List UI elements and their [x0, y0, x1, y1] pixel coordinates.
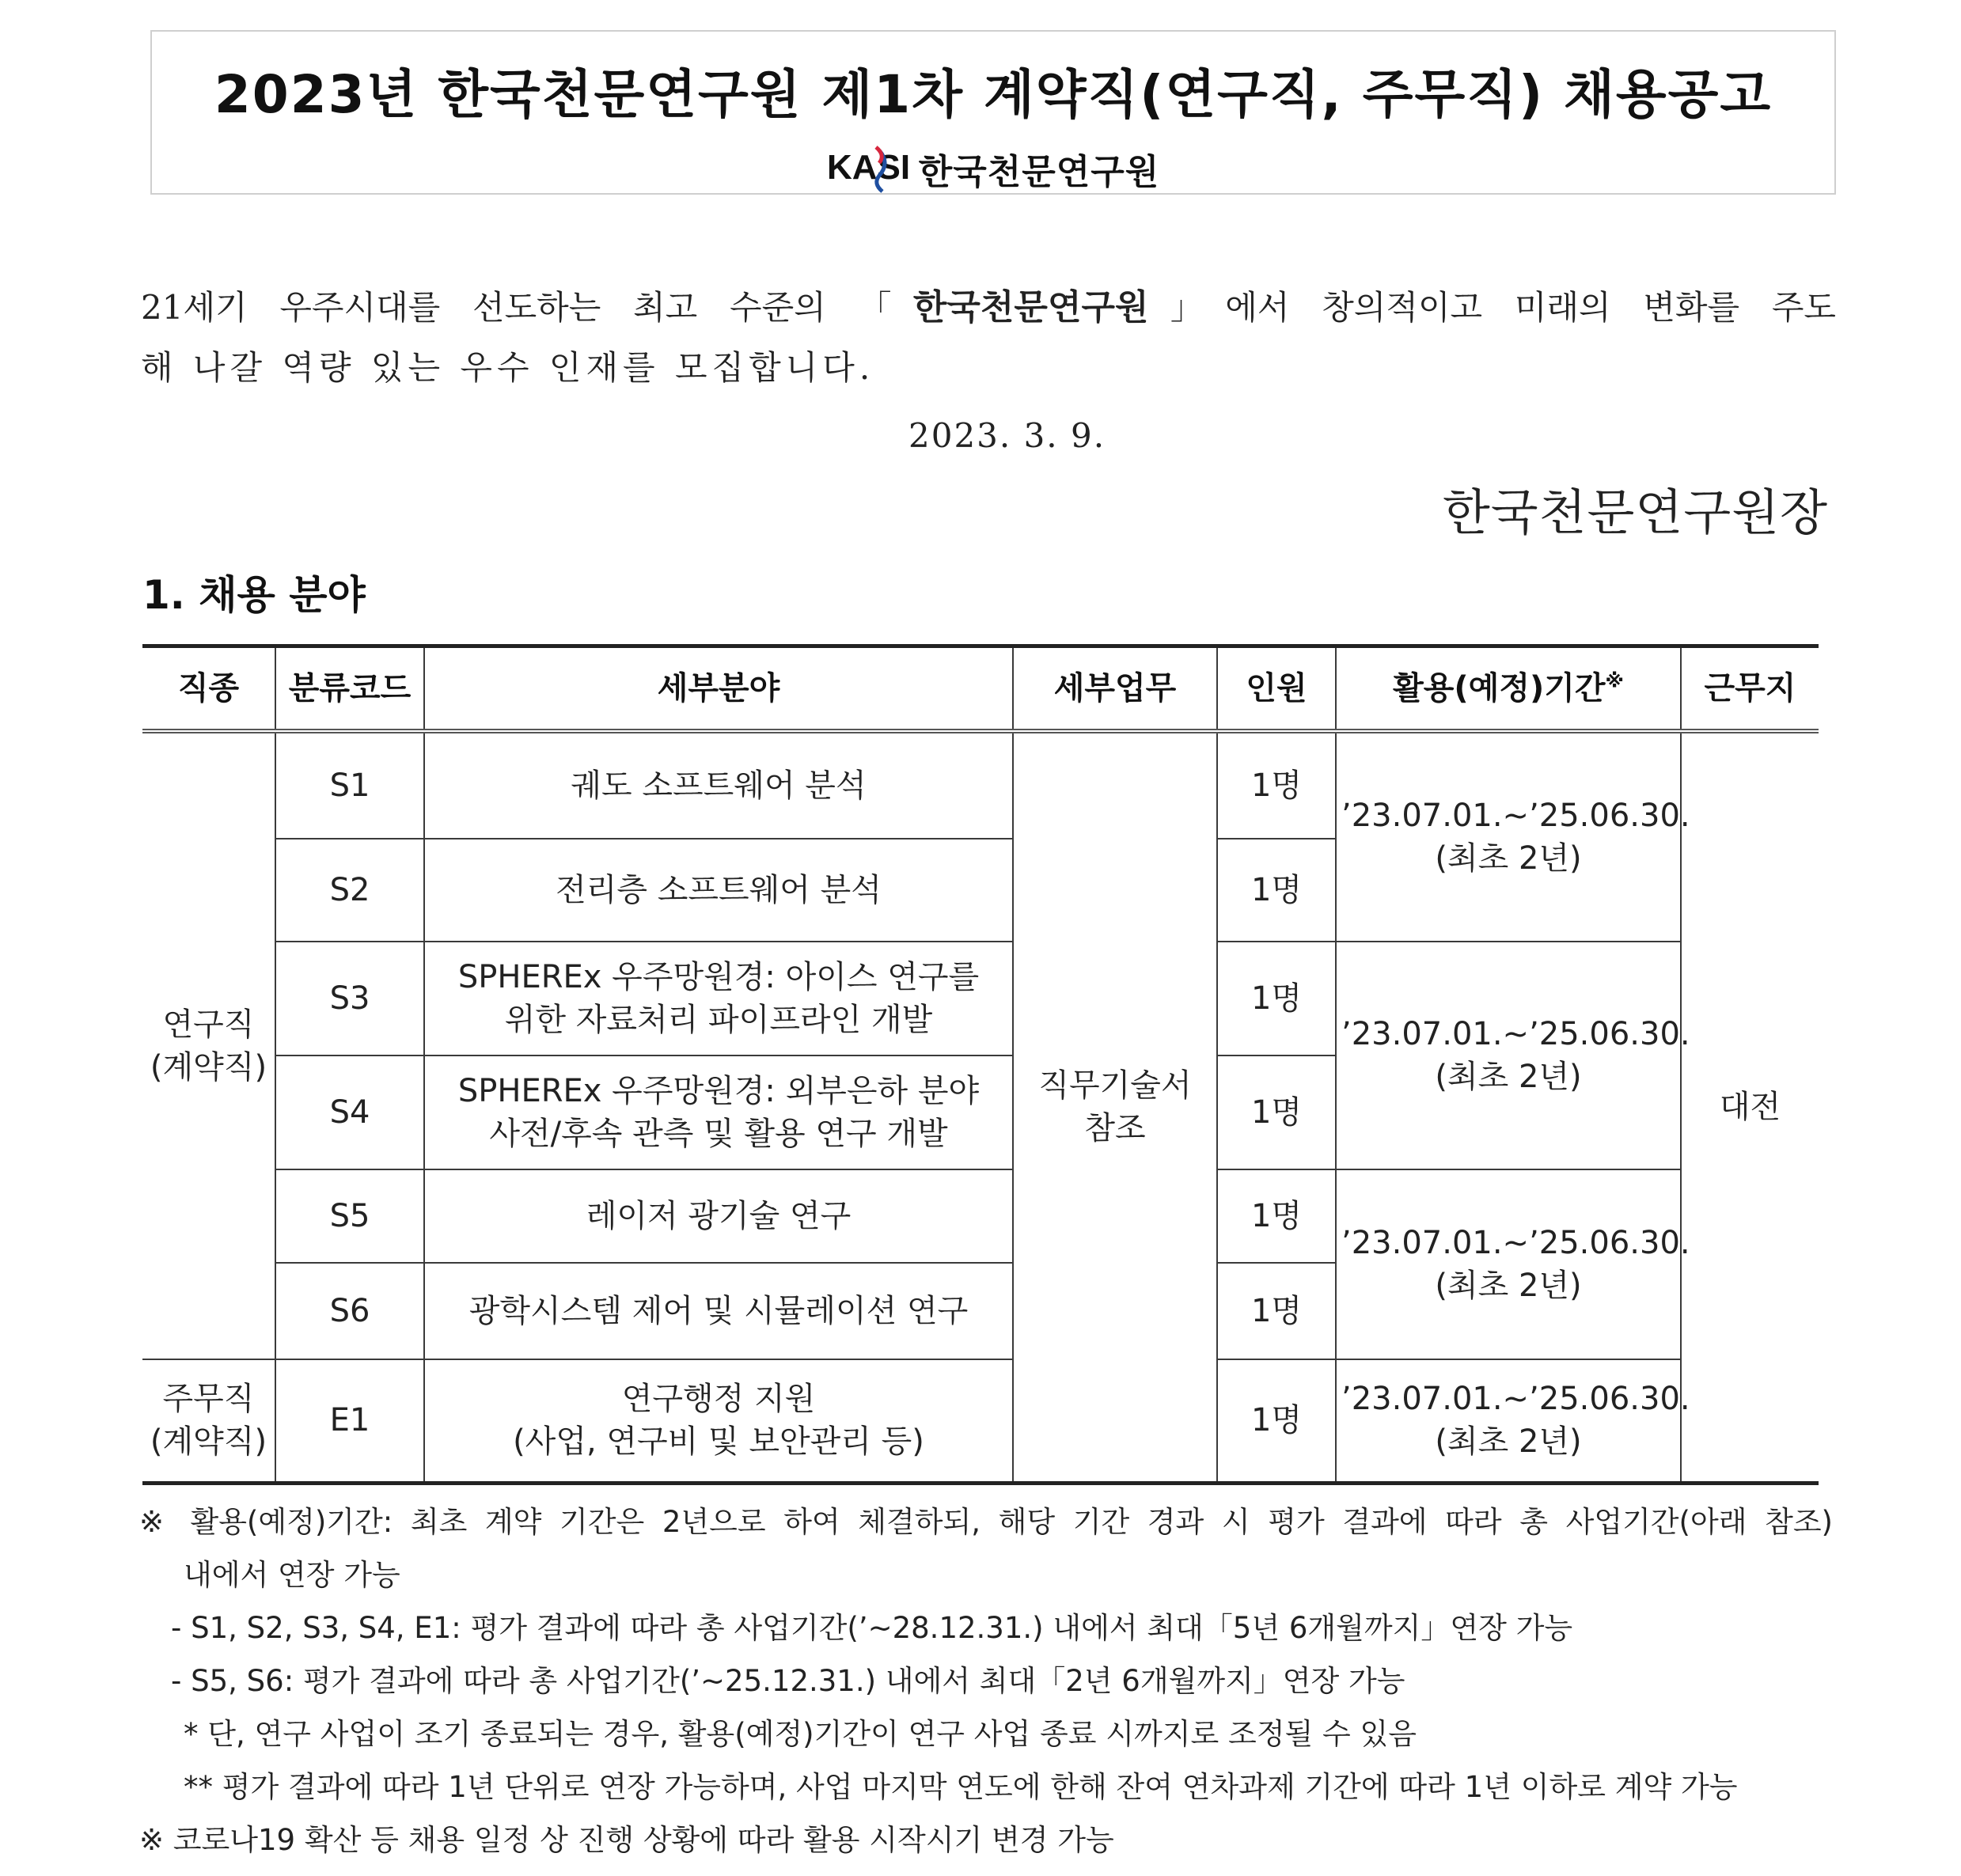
location-cell: 대전	[1681, 731, 1819, 1483]
announcement-date: 2023. 3. 9.	[908, 416, 1106, 455]
header-period-mark: ※	[1605, 669, 1624, 692]
intro-line-1	[141, 274, 1836, 342]
code-cell: S5	[275, 1169, 424, 1263]
count-cell: 1명	[1217, 1359, 1336, 1483]
table-header-row	[142, 646, 1819, 732]
code-cell: S6	[275, 1263, 424, 1359]
title-box	[150, 30, 1836, 195]
section-title: 1. 채용 분야	[142, 572, 366, 618]
header-period-label: 활용(예정)기간	[1393, 670, 1606, 707]
intro-text-before: 21세기 우주시대를 선도하는 최고 수준의 「	[141, 288, 913, 327]
header-period	[1336, 646, 1681, 732]
note-2: - S1, S2, S3, S4, E1: 평가 결과에 따라 총 사업기간(’~28.12.31.) 내에서 최대「5년 6개월까지」연장 가능	[171, 1611, 1573, 1645]
note-6: ※ 코로나19 확산 등 채용 일정 상 진행 상황에 따라 활용 시작시기 변경 가능	[139, 1823, 1114, 1857]
count-cell: 1명	[1217, 1169, 1336, 1263]
field-cell: 연구행정 지원 (사업, 연구비 및 보안관리 등)	[424, 1359, 1013, 1483]
count-cell: 1명	[1217, 731, 1336, 839]
header-field: 세부분야	[424, 646, 1013, 732]
count-cell: 1명	[1217, 1263, 1336, 1359]
period-cell: ’23.07.01.~’25.06.30. (최초 2년)	[1336, 1169, 1681, 1359]
note-4: * 단, 연구 사업이 조기 종료되는 경우, 활용(예정)기간이 연구 사업 종료 시까지로 조정될 수 있음	[184, 1717, 1417, 1751]
intro-text-after: 」에서 창의적이고 미래의 변화를 주도	[1148, 288, 1836, 327]
code-cell: S1	[275, 731, 424, 839]
kasi-logo	[152, 141, 1834, 196]
table-row	[142, 1169, 1819, 1263]
field-cell: 레이저 광기술 연구	[424, 1169, 1013, 1263]
field-cell: SPHEREx 우주망원경: 아이스 연구를 위한 자료처리 파이프라인 개발	[424, 942, 1013, 1055]
table-row	[142, 731, 1819, 839]
period-cell: ’23.07.01.~’25.06.30. (최초 2년)	[1336, 1359, 1681, 1483]
code-cell: S4	[275, 1055, 424, 1169]
header-code: 분류코드	[275, 646, 424, 732]
code-cell: S3	[275, 942, 424, 1055]
logo-name: 한국천문연구원	[918, 152, 1160, 192]
table-row	[142, 942, 1819, 1055]
kasi-logo-icon	[827, 144, 911, 193]
note-1b: 내에서 연장 가능	[184, 1558, 400, 1592]
period-cell: ’23.07.01.~’25.06.30. (최초 2년)	[1336, 731, 1681, 942]
task-cell: 직무기술서 참조	[1013, 731, 1217, 1483]
page-title: 2023년 한국천문연구원 제1차 계약직(연구직, 주무직) 채용공고	[214, 64, 1773, 125]
code-cell: E1	[275, 1359, 424, 1483]
intro-org-name: 한국천문연구원	[912, 287, 1149, 328]
notes	[139, 1495, 1833, 1867]
type-admin: 주무직 (계약직)	[142, 1359, 275, 1483]
header-type: 직종	[142, 646, 275, 732]
recruitment-table	[142, 644, 1819, 1485]
signer: 한국천문연구원장	[1442, 483, 1828, 541]
field-cell: 광학시스템 제어 및 시뮬레이션 연구	[424, 1263, 1013, 1359]
header-count: 인원	[1217, 646, 1336, 732]
count-cell: 1명	[1217, 1055, 1336, 1169]
header-location: 근무지	[1681, 646, 1819, 732]
note-3: - S5, S6: 평가 결과에 따라 총 사업기간(’~25.12.31.) 내에서 최대「2년 6개월까지」연장 가능	[171, 1664, 1405, 1698]
header-task: 세부업무	[1013, 646, 1217, 732]
table-row	[142, 1359, 1819, 1483]
field-cell: 궤도 소프트웨어 분석	[424, 731, 1013, 839]
note-5: ** 평가 결과에 따라 1년 단위로 연장 가능하며, 사업 마지막 연도에 한해 잔여 연차과제 기간에 따라 1년 이하로 계약 가능	[184, 1770, 1738, 1804]
count-cell: 1명	[1217, 839, 1336, 942]
logo-mark-letters: KASI	[826, 148, 910, 187]
field-cell: 전리층 소프트웨어 분석	[424, 839, 1013, 942]
note-1: ※ 활용(예정)기간: 최초 계약 기간은 2년으로 하여 체결하되, 해당 기간 경과 시 평가 결과에 따라 총 사업기간(아래 참조)	[139, 1505, 1833, 1539]
field-cell: SPHEREx 우주망원경: 외부은하 분야 사전/후속 관측 및 활용 연구 개발	[424, 1055, 1013, 1169]
count-cell: 1명	[1217, 942, 1336, 1055]
intro-line-2: 해 나갈 역량 있는 우수 인재를 모집합니다.	[141, 348, 875, 387]
code-cell: S2	[275, 839, 424, 942]
type-research: 연구직 (계약직)	[142, 731, 275, 1359]
period-cell: ’23.07.01.~’25.06.30. (최초 2년)	[1336, 942, 1681, 1169]
